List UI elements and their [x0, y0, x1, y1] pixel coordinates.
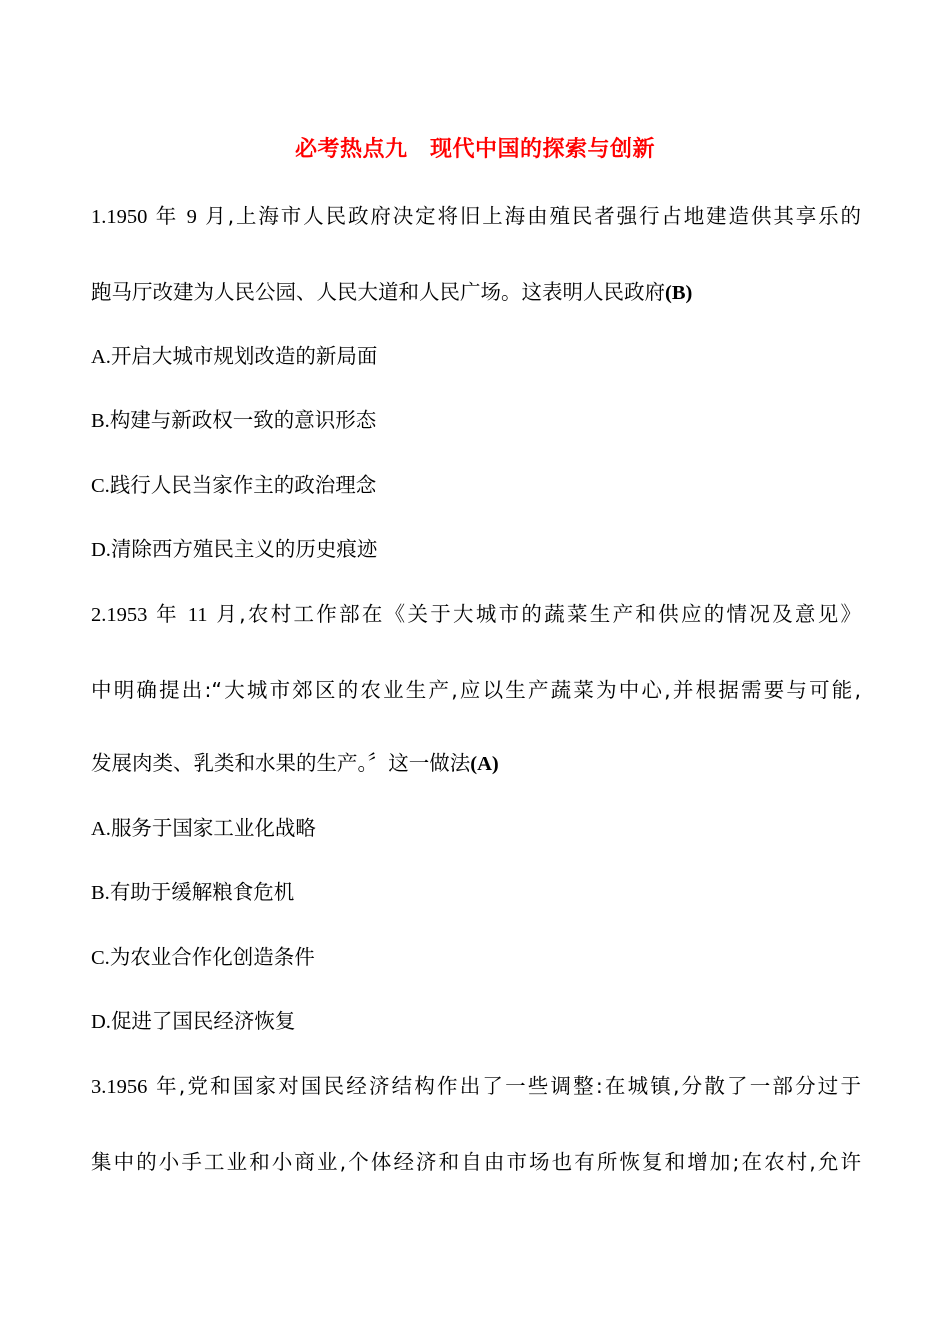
question-2-text: 月,农村工作部在《关于大城市的蔬菜生产和供应的情况及意见》: [207, 602, 861, 626]
question-3-year: 1956: [106, 1076, 148, 1098]
option-letter: D.: [91, 539, 111, 561]
option-letter: C.: [91, 475, 110, 497]
question-2-number: 2.: [91, 604, 107, 626]
option-text: 践行人民当家作主的政治理念: [109, 473, 377, 497]
question-2-year: 1953: [106, 604, 148, 626]
option-text: 开启大城市规划改造的新局面: [110, 344, 378, 368]
option-text: 服务于国家工业化战略: [110, 816, 316, 840]
question-1-option-c: [91, 471, 376, 500]
question-1-text: 月,上海市人民政府决定将旧上海由殖民者强行占地建造供其享乐的: [196, 204, 861, 228]
question-3-number: 3.: [91, 1076, 107, 1098]
question-2-stem-line-3: [91, 749, 499, 778]
question-1-option-d: [91, 535, 377, 564]
question-1-number: 1.: [91, 206, 107, 228]
option-letter: B.: [91, 882, 110, 904]
question-3-stem-line-1: [91, 1072, 861, 1101]
option-letter: C.: [91, 947, 110, 969]
option-text: 清除西方殖民主义的历史痕迹: [110, 537, 378, 561]
question-1-year: 1950: [106, 206, 148, 228]
page-title: 必考热点九 现代中国的探索与创新: [294, 137, 655, 162]
question-1-month: 9: [186, 206, 197, 228]
question-1-option-b: [91, 406, 376, 435]
question-2-option-a: [91, 814, 316, 843]
option-text: 有助于缓解粮食危机: [109, 880, 295, 904]
question-3-text: 集中的小手工业和小商业,个体经济和自由市场也有所恢复和增加;在农村,允许: [91, 1150, 861, 1174]
option-letter: A.: [91, 818, 111, 840]
option-letter: A.: [91, 346, 111, 368]
question-1-option-a: [91, 342, 377, 371]
question-2-text: 中明确提出:“大城市郊区的农业生产,应以生产蔬菜为中心,并根据需要与可能,: [91, 678, 861, 702]
question-2-answer: (A): [470, 753, 499, 775]
option-text: 促进了国民经济恢复: [110, 1009, 296, 1033]
question-1-stem-line-1: [91, 202, 861, 231]
question-1-text: 年: [147, 204, 187, 228]
option-letter: B.: [91, 410, 110, 432]
question-2-option-c: [91, 943, 315, 972]
question-2-month: 11: [187, 604, 208, 626]
option-text: 构建与新政权一致的意识形态: [109, 408, 377, 432]
question-3-stem-line-2: [91, 1148, 861, 1176]
question-2-text: 发展肉类、乳类和水果的生产。〞这一做法: [91, 751, 471, 775]
question-1-answer: (B): [665, 282, 693, 304]
question-2-stem-line-1: [91, 600, 861, 629]
question-1-stem-line-2: [91, 278, 692, 307]
question-3-text: 年,党和国家对国民经济结构作出了一些调整:在城镇,分散了一部分过于: [147, 1074, 861, 1098]
question-2-stem-line-2: [91, 676, 861, 704]
question-2-option-b: [91, 878, 294, 907]
option-text: 为农业合作化创造条件: [109, 945, 315, 969]
option-letter: D.: [91, 1011, 111, 1033]
question-2-text: 年: [147, 602, 188, 626]
question-2-option-d: [91, 1007, 295, 1036]
question-1-text: 跑马厅改建为人民公园、人民大道和人民广场。这表明人民政府: [91, 280, 665, 304]
